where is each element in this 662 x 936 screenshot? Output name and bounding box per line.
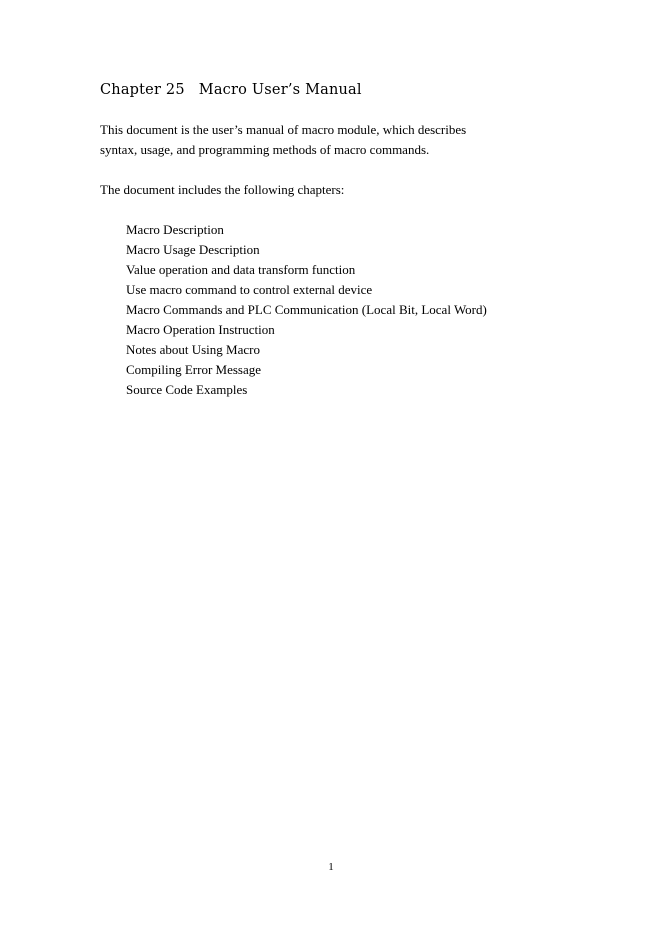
intro-line-2: syntax, usage, and programming methods of macro commands. <box>100 142 430 157</box>
intro-line-1: This document is the user’s manual of macro module, which describes <box>100 122 467 137</box>
chapter-list-item: Source Code Examples <box>126 382 248 397</box>
chapter-list-item: Use macro command to control external device <box>126 282 373 297</box>
chapter-list-item: Macro Commands and PLC Communication (Local Bit, Local Word) <box>126 302 487 317</box>
page-number: 1 <box>328 861 334 873</box>
chapter-list-item: Macro Description <box>126 222 224 237</box>
chapter-label: Chapter 25 <box>100 82 185 98</box>
intro-paragraph <box>100 120 560 160</box>
chapter-title: Macro User’s Manual <box>198 82 362 98</box>
chapter-list <box>126 220 487 400</box>
chapter-list-item: Notes about Using Macro <box>126 342 260 357</box>
chapter-heading <box>100 80 362 100</box>
chapter-list-item: Macro Operation Instruction <box>126 322 275 337</box>
chapter-list-item: Macro Usage Description <box>126 242 260 257</box>
includes-paragraph: The document includes the following chapters: <box>100 182 345 197</box>
chapter-list-item: Compiling Error Message <box>126 362 262 377</box>
chapter-list-item: Value operation and data transform function <box>126 262 356 277</box>
